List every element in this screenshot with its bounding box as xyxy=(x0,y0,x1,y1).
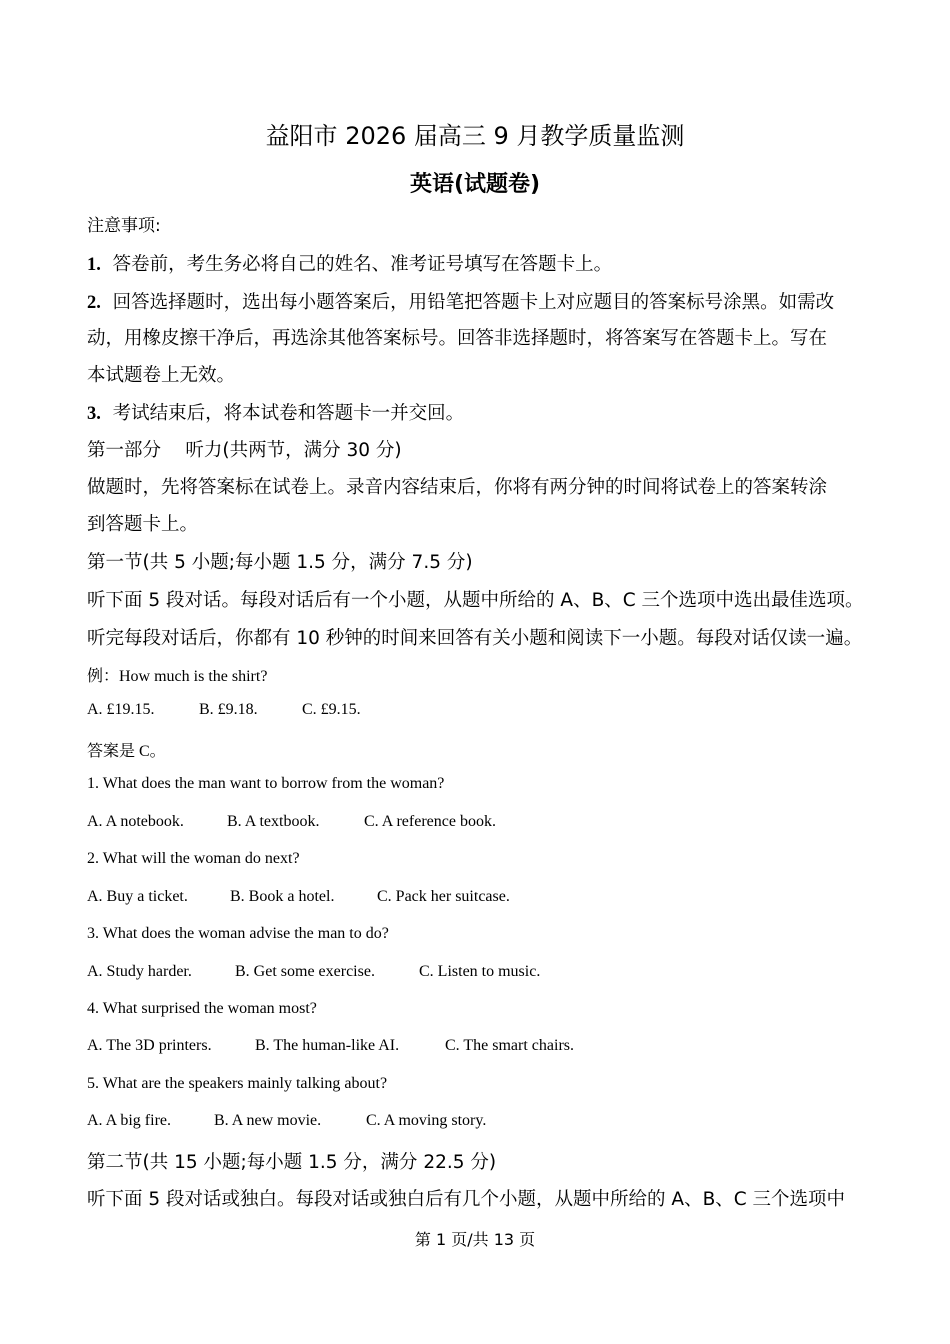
section1-instruction-cont: 听完每段对话后，你都有 10 秒钟的时间来回答有关小题和阅读下一小题。每段对话仅读一遍。 xyxy=(87,628,863,649)
notice-item-2 xyxy=(87,288,834,314)
question-3: 3. What does the woman advise the man to do? xyxy=(87,925,389,942)
question-2-options xyxy=(87,888,510,906)
notice-item-text: 考试结束后，将本试卷和答题卡一并交回。 xyxy=(112,403,465,424)
notice-item-1 xyxy=(87,250,612,276)
option-c: C. The smart chairs. xyxy=(445,1037,575,1054)
question-5: 5. What are the speakers mainly talking about? xyxy=(87,1075,388,1092)
option-a: A. Buy a ticket. xyxy=(87,888,188,905)
example-answer: 答案是 C。 xyxy=(87,743,166,760)
notice-item-2-cont1: 动，用橡皮擦干净后，再选涂其他答案标号。回答非选择题时，将答案写在答题卡上。写在 xyxy=(87,328,828,349)
notice-item-text: 答卷前，考生务必将自己的姓名、准考证号填写在答题卡上。 xyxy=(112,254,613,275)
option-a: A. Study harder. xyxy=(87,963,192,980)
option-a: A. A notebook. xyxy=(87,813,184,830)
option-a: A. £19.15. xyxy=(87,701,155,718)
option-b: B. £9.18. xyxy=(199,701,258,718)
question-4: 4. What surprised the woman most? xyxy=(87,1000,317,1017)
notice-item-2-cont2: 本试题卷上无效。 xyxy=(87,365,236,386)
option-c: C. A moving story. xyxy=(366,1112,487,1129)
question-5-options xyxy=(87,1112,486,1130)
section1-instruction: 听下面 5 段对话。每段对话后有一个小题，从题中所给的 A、B、C 三个选项中选出最佳选项。 xyxy=(87,590,864,611)
question-1-options xyxy=(87,813,496,831)
example-question: 例：How much is the shirt? xyxy=(87,668,268,685)
example-options xyxy=(87,701,361,719)
page-title: 益阳市 2026 届高三 9 月教学质量监测 xyxy=(265,122,685,150)
section1-heading: 第一节(共 5 小题;每小题 1.5 分，满分 7.5 分) xyxy=(87,552,473,573)
question-4-options xyxy=(87,1037,574,1055)
option-a: A. A big fire. xyxy=(87,1112,171,1129)
question-3-options xyxy=(87,963,540,981)
question-2: 2. What will the woman do next? xyxy=(87,850,300,867)
option-c: C. Listen to music. xyxy=(419,963,541,980)
question-1: 1. What does the man want to borrow from the woman? xyxy=(87,775,445,792)
notice-item-number: 3. xyxy=(87,404,101,424)
option-c: C. Pack her suitcase. xyxy=(377,888,510,905)
part1-instruction-cont: 到答题卡上。 xyxy=(87,514,199,535)
option-c: C. A reference book. xyxy=(364,813,496,830)
option-c: C. £9.15. xyxy=(302,701,361,718)
section2-heading: 第二节(共 15 小题;每小题 1.5 分，满分 22.5 分) xyxy=(87,1152,497,1173)
notice-item-number: 2. xyxy=(87,293,101,313)
notice-item-3 xyxy=(87,399,464,425)
option-b: B. Get some exercise. xyxy=(235,963,375,980)
notice-item-number: 1. xyxy=(87,255,101,275)
page-subtitle: 英语(试题卷) xyxy=(409,172,541,197)
part1-heading: 第一部分 听力(共两节，满分 30 分) xyxy=(87,440,402,461)
option-b: B. A textbook. xyxy=(227,813,320,830)
notice-heading: 注意事项: xyxy=(87,216,161,236)
page-footer: 第 1 页/共 13 页 xyxy=(414,1230,536,1249)
option-a: A. The 3D printers. xyxy=(87,1037,212,1054)
section2-instruction: 听下面 5 段对话或独白。每段对话或独白后有几个小题，从题中所给的 A、B、C 三个选项中 xyxy=(87,1189,846,1210)
option-b: B. A new movie. xyxy=(214,1112,322,1129)
option-b: B. The human-like AI. xyxy=(255,1037,400,1054)
option-b: B. Book a hotel. xyxy=(230,888,335,905)
part1-instruction: 做题时，先将答案标在试卷上。录音内容结束后，你将有两分钟的时间将试卷上的答案转涂 xyxy=(87,477,828,498)
notice-item-text: 回答选择题时，选出每小题答案后，用铅笔把答题卡上对应题目的答案标号涂黑。如需改 xyxy=(112,292,835,313)
